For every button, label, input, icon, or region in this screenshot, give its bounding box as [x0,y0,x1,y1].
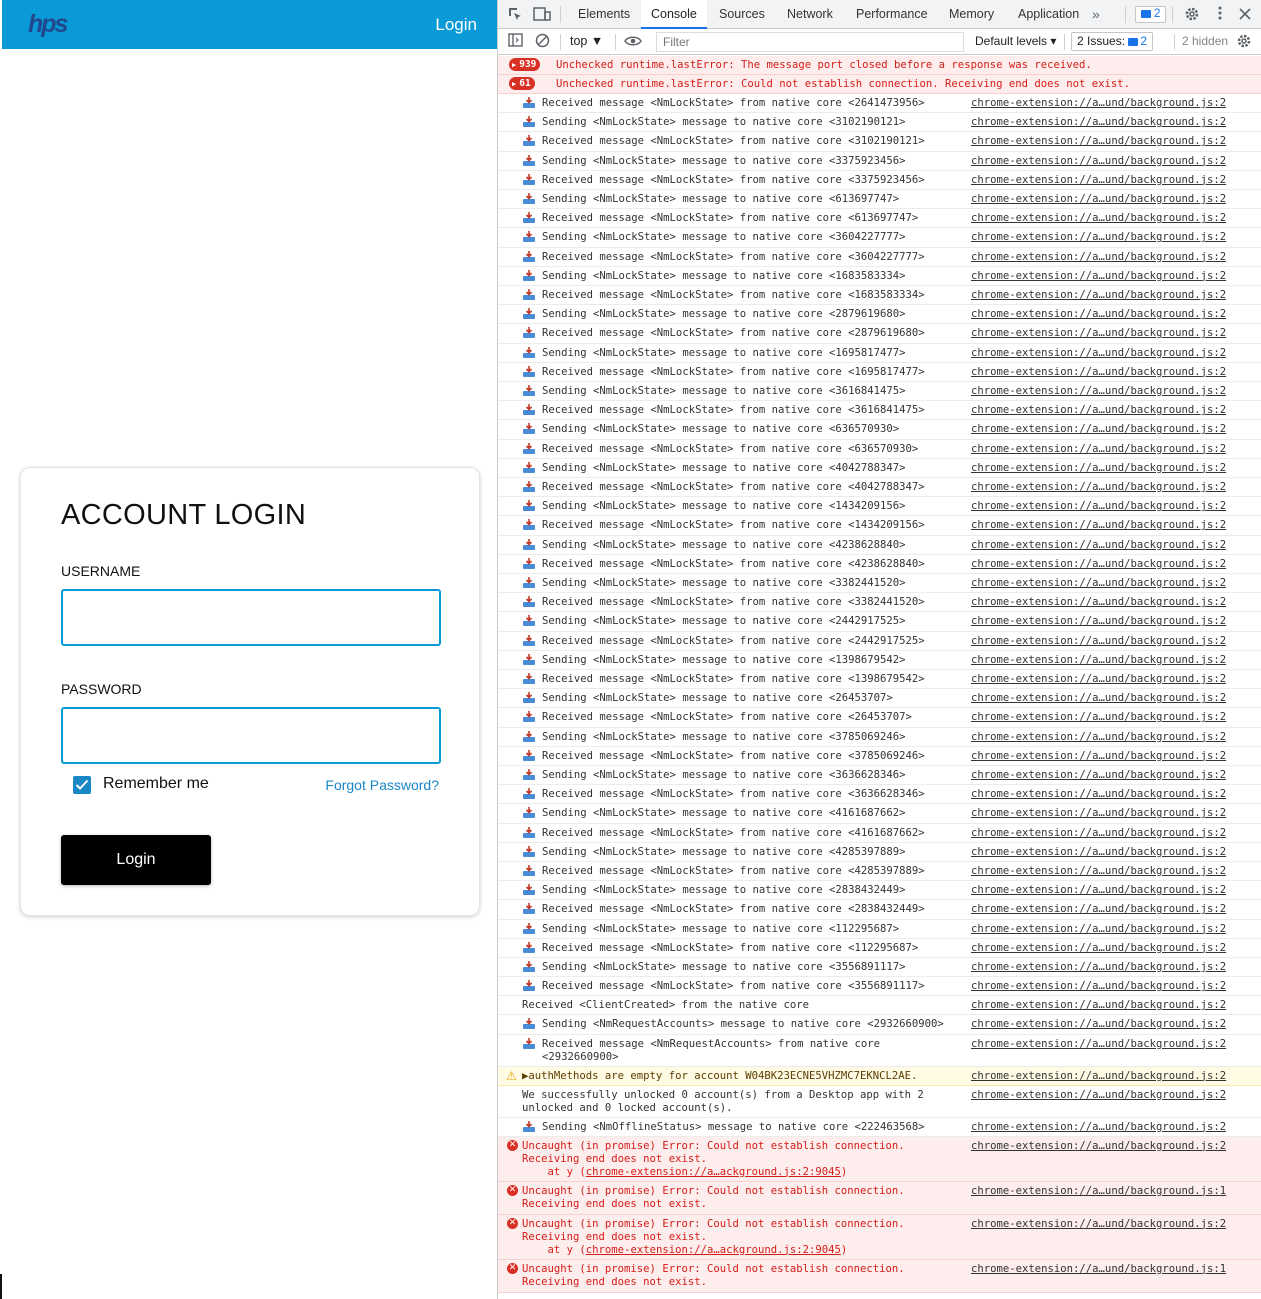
user-message-icon [522,1038,536,1050]
user-message-icon [522,116,536,128]
console-message-text: Sending <NmLockState> message to native core <4161687662> [542,807,906,820]
close-icon[interactable] [1236,6,1254,24]
console-message-text: Sending <NmLockState> message to native core <1683583334> [542,269,906,282]
console-message-text: Sending <NmLockState> message to native core <613697747> [542,193,900,205]
tab-performance[interactable]: Performance [856,7,928,21]
source-link[interactable]: chrome-extension://a…und/background.js:1 [971,1184,1227,1197]
user-message-icon [522,174,536,186]
user-message-icon [522,1121,536,1133]
source-link[interactable]: chrome-extension://a…und/background.js:2 [971,711,1227,724]
console-message[interactable] [498,305,1261,324]
log-levels-dropdown[interactable]: Default levels ▾ [975,34,1057,48]
user-message-icon [522,769,536,781]
console-message-text: Sending <NmLockState> message to native core <3102190121> [542,116,906,129]
error-count-badge[interactable]: ▶ 61 [509,77,535,90]
console-message-text: Received message <NmLockState> from native core <1683583334> [542,289,925,301]
error-icon: ✕ [508,1262,517,1273]
console-message-text: Sending <NmLockState> message to native core <3604227777> [542,231,906,244]
source-link[interactable]: chrome-extension://a…und/background.js:2 [971,154,1227,167]
console-message[interactable] [498,1035,1261,1067]
tab-console[interactable]: Console [641,0,707,29]
console-message-text: Sending <NmLockState> message to native core <2442917525> [542,615,906,628]
issues-button[interactable] [1071,32,1153,51]
console-message-text: Received message <NmLockState> from native core <1434209156> [542,519,925,532]
source-link[interactable]: chrome-extension://a…und/background.js:2 [971,327,1227,340]
source-link[interactable]: chrome-extension://a…und/background.js:2 [971,826,1227,839]
console-filter-input[interactable] [656,32,964,52]
source-link[interactable]: chrome-extension://a…und/background.js:2 [971,1217,1227,1230]
console-message[interactable] [498,766,1261,785]
source-link[interactable]: chrome-extension://a…und/background.js:2 [971,557,1227,570]
console-message[interactable] [498,1118,1261,1137]
user-message-icon [522,884,536,896]
console-message-text: Unchecked runtime.lastError: The message port closed before a response was received. [556,59,1092,71]
inspect-element-icon[interactable] [506,6,524,24]
user-message-icon [522,635,536,647]
source-link[interactable]: chrome-extension://a…und/background.js:2 [971,193,1227,205]
console-message-text: Received message <NmLockState> from native core <1695817477> [542,365,925,378]
console-message-text: Sending <NmOfflineStatus> message to native core <222463568> [542,1120,925,1133]
console-message[interactable] [498,708,1261,727]
user-message-icon [522,500,536,512]
source-link[interactable]: chrome-extension://a…und/background.js:2 [971,97,1227,109]
source-link[interactable]: chrome-extension://a…und/background.js:2 [971,980,1227,993]
source-link[interactable]: chrome-extension://a…und/background.js:2 [971,903,1227,916]
source-link[interactable]: chrome-extension://a…und/background.js:2 [971,481,1227,493]
user-message-icon [522,155,536,167]
source-link[interactable]: chrome-extension://a…und/background.js:2 [971,596,1227,609]
source-link[interactable]: chrome-extension://a…und/background.js:2 [971,807,1227,820]
source-link[interactable]: chrome-extension://a…und/background.js:2 [971,749,1227,762]
console-message-text: Received message <NmLockState> from native core <26453707> [542,711,912,724]
console-message-text: Received message <NmLockState> from native core <2838432449> [542,903,925,916]
remember-me-checkbox[interactable] [73,776,91,794]
issues-label: 2 Issues: [1077,34,1126,48]
error-count-badge[interactable]: ▶ 939 [509,58,540,71]
user-message-icon [522,961,536,973]
warning-icon: ⚠ [506,1068,517,1083]
user-message-icon [522,750,536,762]
console-settings-gear-icon[interactable] [1235,33,1253,51]
console-message[interactable] [498,555,1261,574]
console-message-text: Received message <NmLockState> from native core <112295687> [542,941,919,954]
console-message-text: Sending <NmLockState> message to native core <2879619680> [542,308,906,321]
user-message-icon [522,270,536,282]
console-message[interactable] [498,977,1261,996]
user-message-icon [522,865,536,877]
console-message[interactable] [498,1086,1261,1118]
source-link[interactable]: chrome-extension://a…und/background.js:2 [971,1037,1227,1050]
user-message-icon [522,404,536,416]
console-message[interactable] [498,75,1261,94]
console-message-text: Received message <NmLockState> from native core <2641473956> [542,97,925,109]
user-message-icon [522,193,536,205]
source-link[interactable]: chrome-extension://a…und/background.js:2 [971,634,1227,647]
source-link[interactable]: chrome-extension://a…und/background.js:2 [971,289,1227,301]
console-message[interactable] [498,478,1261,497]
user-message-icon [522,711,536,723]
user-message-icon [522,615,536,627]
console-message-text: Sending <NmLockState> message to native core <3636628346> [542,769,906,781]
console-message-text: Received message <NmLockState> from native core <636570930> [542,442,919,455]
user-message-icon [522,654,536,666]
separator [1174,34,1175,50]
source-link[interactable]: chrome-extension://a…und/background.js:2 [971,404,1227,417]
source-link[interactable]: chrome-extension://a…und/background.js:2 [971,346,1227,359]
devtools-panel [497,0,1261,1299]
console-message-text: Received message <NmLockState> from native core <3102190121> [542,135,925,148]
app-header [2,0,497,49]
console-message[interactable] [498,1015,1261,1034]
source-link[interactable]: chrome-extension://a…und/background.js:2 [971,538,1227,551]
error-icon: ✕ [508,1184,517,1195]
console-message[interactable] [498,804,1261,823]
source-link[interactable]: chrome-extension://a…und/background.js:1 [971,1262,1227,1275]
user-message-icon [522,443,536,455]
console-message-text: Received message <NmLockState> from native core <3556891117> [542,980,925,993]
console-message-text: Sending <NmLockState> message to native core <112295687> [542,922,900,935]
console-message[interactable] [498,574,1261,593]
console-message[interactable] [498,689,1261,708]
console-message-text: Received message <NmLockState> from native core <3636628346> [542,788,925,801]
login-card [20,467,480,916]
user-message-icon [522,942,536,954]
user-message-icon [522,846,536,858]
user-message-icon [522,519,536,531]
console-message-text: Sending <NmLockState> message to native core <3785069246> [542,730,906,743]
console-message[interactable] [498,152,1261,171]
source-link[interactable]: chrome-extension://a…und/background.js:2 [971,941,1227,954]
console-message-text: Uncaught (in promise) Error: Could not establish connection. Receiving end does not exist. at y (chrome-extension://a…ackground.js:2:9045) [522,1217,905,1256]
console-message-text: Sending <NmLockState> message to native core <4042788347> [542,461,906,474]
user-message-icon [522,827,536,839]
console-message[interactable] [498,747,1261,766]
console-message[interactable] [498,536,1261,555]
console-message-text: Received message <NmLockState> from native core <3616841475> [542,404,925,417]
source-link[interactable]: chrome-extension://a…und/background.js:2 [971,577,1227,589]
user-message-icon [522,97,536,109]
console-message-text: Unchecked runtime.lastError: Could not establish connection. Receiving end does not exist. [556,78,1131,90]
user-message-icon [522,212,536,224]
console-message-text: Received message <NmLockState> from native core <2442917525> [542,634,925,647]
user-message-icon [522,903,536,915]
clear-console-icon[interactable] [533,33,551,51]
console-message-text: ▶authMethods are empty for account W04BK23ECNE5VHZMC7EKNCL2AE. [522,1069,918,1082]
separator [615,34,616,50]
console-message[interactable] [498,881,1261,900]
source-link[interactable]: chrome-extension://a…und/background.js:2 [971,519,1227,532]
console-message[interactable] [498,612,1261,631]
live-expression-eye-icon[interactable] [624,33,642,51]
source-link[interactable]: chrome-extension://a…und/background.js:2 [971,730,1227,743]
message-icon [1141,10,1151,18]
user-message-icon [522,1018,536,1030]
separator [560,34,561,50]
console-message[interactable] [498,267,1261,286]
source-link[interactable]: chrome-extension://a…und/background.js:2 [971,212,1227,225]
source-link[interactable]: chrome-extension://a…und/background.js:2 [971,1018,1227,1031]
console-message[interactable] [498,1067,1261,1086]
source-link[interactable]: chrome-extension://a…und/background.js:2 [971,788,1227,801]
console-message-text: Uncaught (in promise) Error: Could not establish connection. Receiving end does not exist. [522,1184,905,1210]
source-link[interactable]: chrome-extension://a…und/background.js:2 [971,461,1227,474]
source-link[interactable]: chrome-extension://a…und/background.js:2 [971,692,1227,705]
source-link[interactable]: chrome-extension://a…und/background.js:2 [971,615,1227,628]
console-message[interactable] [498,401,1261,420]
console-message-text: Sending <NmLockState> message to native core <636570930> [542,423,900,436]
console-message[interactable] [498,363,1261,382]
user-message-icon [522,366,536,378]
console-message-text: Received message <NmLockState> from native core <3785069246> [542,749,925,762]
console-message-text: Received message <NmLockState> from native core <3382441520> [542,596,925,609]
console-message-text: Received message <NmLockState> from native core <4285397889> [542,865,925,877]
console-message-text: Sending <NmLockState> message to native core <1398679542> [542,653,906,666]
issues-count: 2 [1128,34,1147,48]
error-icon: ✕ [508,1217,517,1228]
user-message-icon [522,577,536,589]
header-login-link[interactable]: Login [435,15,477,34]
console-message[interactable] [498,785,1261,804]
console-message[interactable] [498,440,1261,459]
tab-elements[interactable]: Elements [578,7,631,21]
console-message-text: Sending <NmLockState> message to native core <4285397889> [542,845,906,858]
user-message-icon [522,481,536,493]
user-message-icon [522,980,536,992]
console-message[interactable] [498,1215,1261,1260]
user-message-icon [522,327,536,339]
console-message[interactable] [498,862,1261,881]
console-message[interactable] [498,1260,1261,1293]
hps-logo[interactable]: hps [28,10,67,38]
user-message-icon [522,731,536,743]
source-link[interactable]: chrome-extension://a…und/background.js:2 [971,845,1227,858]
more-options-icon[interactable] [1211,6,1229,24]
user-message-icon [522,385,536,397]
stack-trace-link[interactable]: chrome-extension://a…ackground.js:2:9045 [585,1165,841,1178]
console-message-text: Uncaught (in promise) Error: Could not establish connection. Receiving end does not exist. at y (chrome-extension://a…ackground.js:2:9045) [522,1139,905,1178]
console-message[interactable] [498,228,1261,247]
tab-sources[interactable]: Sources [719,7,765,21]
console-message[interactable] [498,843,1261,862]
source-link[interactable]: chrome-extension://a…und/background.js:2 [971,500,1227,513]
console-message-text: Sending <NmLockState> message to native core <3382441520> [542,577,906,589]
source-link[interactable]: chrome-extension://a…und/background.js:2 [971,308,1227,321]
console-message-text: Sending <NmLockState> message to native core <2838432449> [542,884,906,897]
username-label: USERNAME [61,563,141,579]
error-icon: ✕ [508,1139,517,1150]
login-title: ACCOUNT LOGIN [61,499,307,531]
hidden-messages-count: 2 hidden [1182,34,1229,48]
console-message-text: Received message <NmLockState> from native core <2879619680> [542,327,925,340]
console-message-text: Sending <NmRequestAccounts> message to native core <2932660900> [542,1018,944,1031]
user-message-icon [522,308,536,320]
console-message-text: Sending <NmLockState> message to native core <3375923456> [542,154,906,167]
console-message[interactable] [498,324,1261,343]
console-message-text: Sending <NmLockState> message to native core <26453707> [542,692,893,705]
console-message-text: Received message <NmLockState> from native core <613697747> [542,212,919,225]
source-link[interactable]: chrome-extension://a…und/background.js:2 [971,423,1227,436]
source-link[interactable]: chrome-extension://a…und/background.js:2 [971,385,1227,397]
console-messages[interactable] [498,56,1261,1299]
console-message-text: Received message <NmLockState> from native core <4238628840> [542,557,925,570]
separator [1125,6,1126,23]
console-message[interactable] [498,94,1261,113]
console-message[interactable] [498,248,1261,267]
console-message[interactable] [498,651,1261,670]
source-link[interactable]: chrome-extension://a…und/background.js:2 [971,442,1227,455]
console-message[interactable] [498,670,1261,689]
remember-me-label[interactable]: Remember me [103,775,209,792]
console-message[interactable] [498,286,1261,305]
console-message[interactable] [498,190,1261,209]
console-message-text: Sending <NmLockState> message to native core <1434209156> [542,500,906,513]
console-message[interactable] [498,958,1261,977]
source-link[interactable]: chrome-extension://a…und/background.js:2 [971,1069,1227,1082]
user-message-icon [522,692,536,704]
console-message[interactable] [498,344,1261,363]
source-link[interactable]: chrome-extension://a…und/background.js:2 [971,673,1227,685]
user-message-icon [522,539,536,551]
user-message-icon [522,462,536,474]
console-message[interactable] [498,996,1261,1015]
source-link[interactable]: chrome-extension://a…und/background.js:2 [971,865,1227,877]
console-message[interactable] [498,209,1261,228]
source-link[interactable]: chrome-extension://a…und/background.js:2 [971,173,1227,186]
source-link[interactable]: chrome-extension://a…und/background.js:2 [971,961,1227,973]
tab-memory[interactable]: Memory [949,7,995,21]
console-message[interactable] [498,1137,1261,1182]
messages-badge-count: 2 [1154,8,1161,20]
console-message-text: Received message <NmLockState> from native core <1398679542> [542,673,925,685]
source-link[interactable]: chrome-extension://a…und/background.js:2 [971,365,1227,378]
user-message-icon [522,788,536,800]
user-message-icon [522,231,536,243]
source-link[interactable]: chrome-extension://a…und/background.js:2 [971,922,1227,935]
console-message[interactable] [498,900,1261,919]
console-message[interactable] [498,171,1261,190]
device-toolbar-icon[interactable] [533,6,551,24]
login-button[interactable]: Login [61,835,211,885]
console-message[interactable] [498,497,1261,516]
checkmark-icon [75,779,89,791]
user-message-icon [522,558,536,570]
username-input[interactable] [61,589,441,646]
user-message-icon [522,596,536,608]
source-link[interactable]: chrome-extension://a…und/background.js:2 [971,116,1227,129]
console-message-text: Sending <NmLockState> message to native core <3616841475> [542,385,906,397]
user-message-icon [522,251,536,263]
separator [1172,6,1173,23]
console-message-text: Received message <NmLockState> from native core <3604227777> [542,250,925,263]
source-link[interactable]: chrome-extension://a…und/background.js:2 [971,1088,1227,1101]
user-message-icon [522,289,536,301]
console-message[interactable] [498,420,1261,439]
console-message-text: Sending <NmLockState> message to native core <3556891117> [542,961,906,973]
console-message-text: Sending <NmLockState> message to native core <4238628840> [542,538,906,551]
console-message[interactable] [498,132,1261,151]
user-message-icon [522,423,536,435]
user-message-icon [522,347,536,359]
source-link[interactable]: chrome-extension://a…und/background.js:2 [971,884,1227,897]
console-message[interactable] [498,939,1261,958]
stack-trace-link[interactable]: chrome-extension://a…ackground.js:2:9045 [585,1243,841,1256]
source-link[interactable]: chrome-extension://a…und/background.js:2 [971,250,1227,263]
password-input[interactable] [61,707,441,764]
window-edge [0,1274,2,1299]
separator [560,6,561,23]
console-message[interactable] [498,632,1261,651]
console-toolbar [498,29,1261,55]
user-message-icon [522,673,536,685]
more-tabs-icon[interactable]: » [1092,6,1100,22]
source-link[interactable]: chrome-extension://a…und/background.js:2 [971,231,1227,244]
user-message-icon [522,807,536,819]
sidebar-toggle-icon[interactable] [506,33,524,51]
forgot-password-link[interactable]: Forgot Password? [325,777,439,793]
console-message[interactable] [498,593,1261,612]
messages-badge[interactable] [1135,6,1166,23]
tab-application[interactable]: Application [1018,7,1080,21]
console-message[interactable] [498,56,1261,75]
user-message-icon [522,923,536,935]
console-message[interactable] [498,920,1261,939]
source-link[interactable]: chrome-extension://a…und/background.js:2 [971,269,1227,282]
console-message[interactable] [498,516,1261,535]
source-link[interactable]: chrome-extension://a…und/background.js:2 [971,1120,1227,1133]
source-link[interactable]: chrome-extension://a…und/background.js:2 [971,653,1227,666]
console-message[interactable] [498,459,1261,478]
tab-network[interactable]: Network [787,7,833,21]
source-link[interactable]: chrome-extension://a…und/background.js:2 [971,999,1227,1012]
devtools-tab-bar [498,0,1261,29]
password-label: PASSWORD [61,681,142,697]
console-message-text: Uncaught (in promise) Error: Could not establish connection. Receiving end does not exist. [522,1262,905,1288]
console-message[interactable] [498,113,1261,132]
console-message-text: Sending <NmLockState> message to native core <1695817477> [542,346,906,359]
console-message-text: We successfully unlocked 0 account(s) from a Desktop app with 2 unlocked and 0 locked account(s). [522,1088,924,1114]
console-message-text: Received message <NmLockState> from native core <3375923456> [542,173,925,186]
source-link[interactable]: chrome-extension://a…und/background.js:2 [971,769,1227,781]
console-message[interactable] [498,728,1261,747]
console-message-text: Received message <NmLockState> from native core <4161687662> [542,826,925,839]
settings-gear-icon[interactable] [1183,6,1201,24]
source-link[interactable]: chrome-extension://a…und/background.js:2 [971,1139,1227,1152]
console-message[interactable] [498,382,1261,401]
console-message-text: Received message <NmRequestAccounts> from native core <2932660900> [542,1037,881,1063]
console-message-text: Received <ClientCreated> from the native core [522,999,810,1012]
console-message-text: Received message <NmLockState> from native core <4042788347> [542,481,925,493]
context-selector[interactable]: top ▼ [570,34,604,48]
user-message-icon [522,135,536,147]
console-message[interactable] [498,824,1261,843]
console-message[interactable] [498,1182,1261,1215]
separator [1064,34,1065,50]
source-link[interactable]: chrome-extension://a…und/background.js:2 [971,135,1227,148]
issue-icon [1128,38,1138,46]
login-page [0,0,497,1299]
